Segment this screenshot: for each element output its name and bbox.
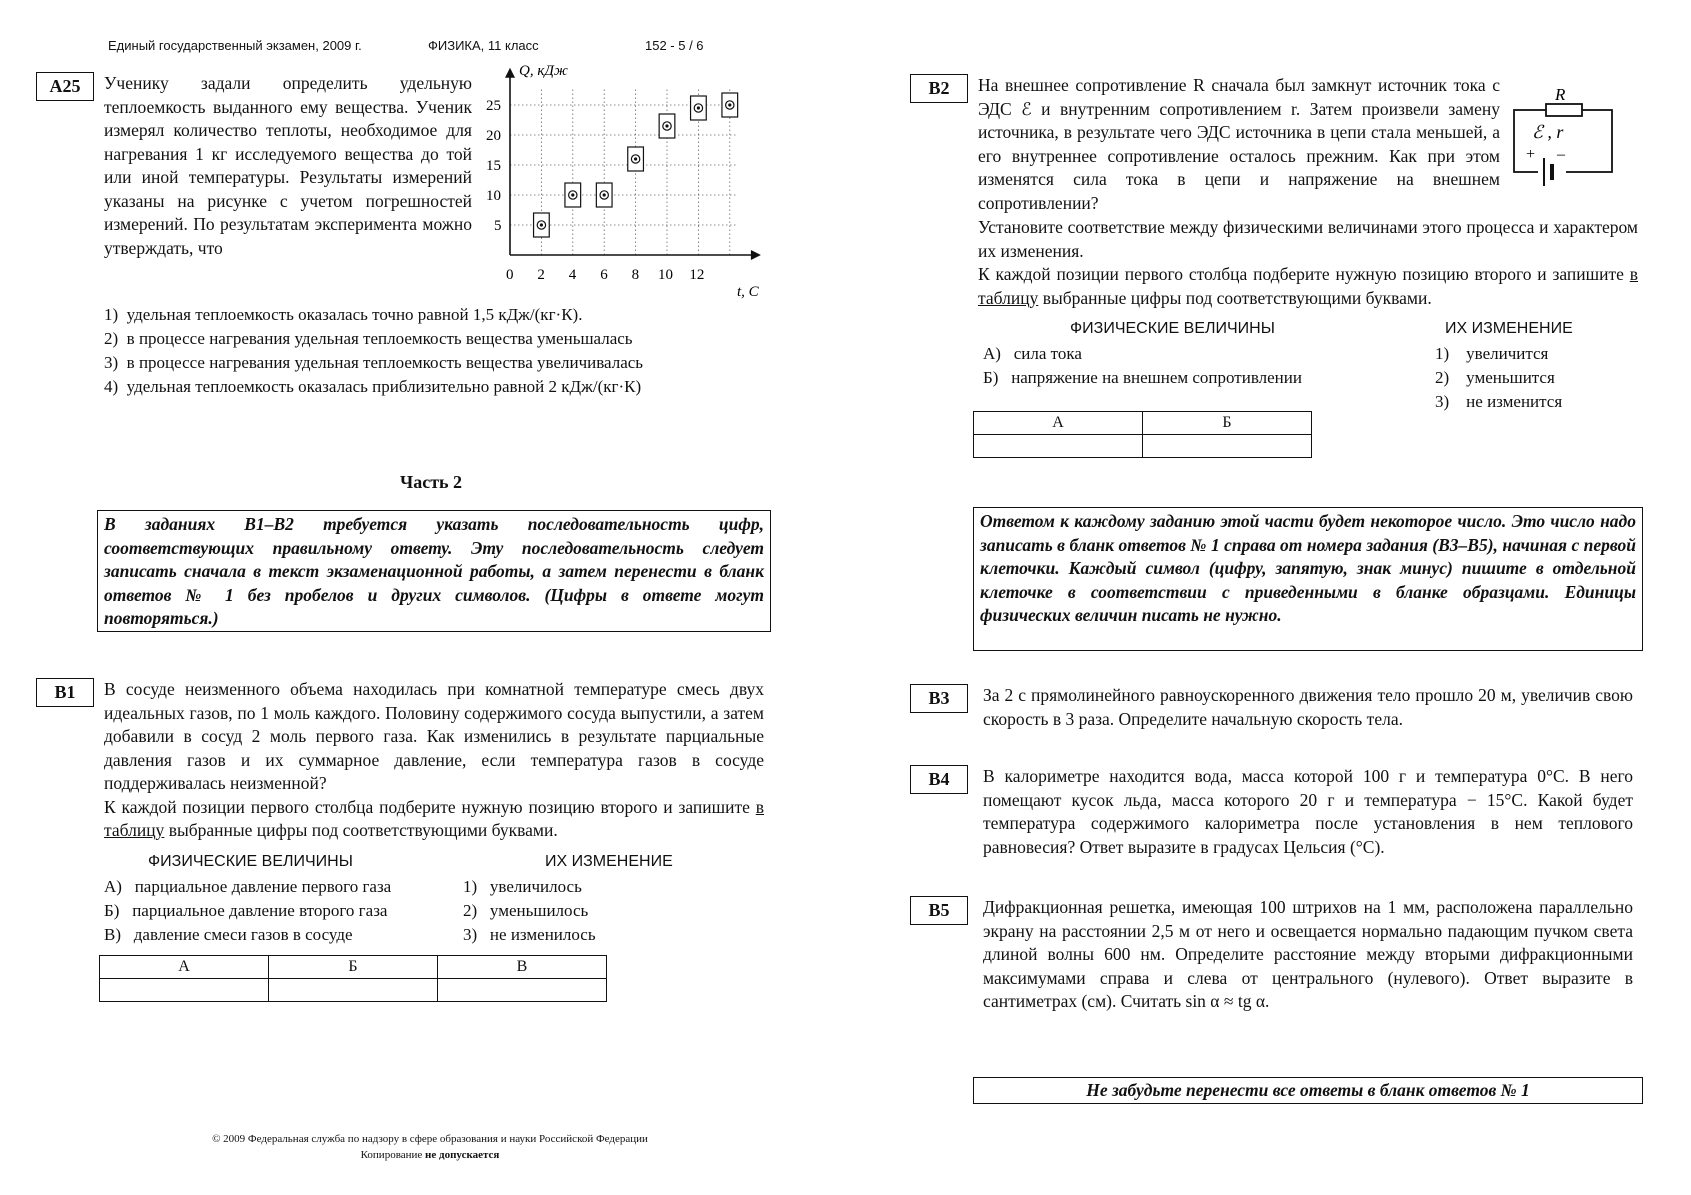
- chart-x-arrow-icon: [751, 250, 761, 260]
- b1-left-v: В) давление смеси газов в сосуде: [104, 925, 353, 944]
- a25-option-2: 2) в процессе нагревания удельная теплоемкость вещества уменьшалась: [104, 329, 633, 348]
- b2-table-head-b: Б: [1143, 412, 1312, 435]
- b2-circuit-diagram: [1508, 86, 1614, 190]
- task-label-b3: B3: [910, 684, 968, 713]
- chart-point-center: [571, 193, 574, 196]
- chart-x-tick-label: 8: [631, 267, 640, 283]
- a25-option-1: 1) удельная теплоемкость оказалась точно равной 1,5 кДж/(кг·К).: [104, 305, 583, 324]
- chart-point-center: [665, 124, 668, 127]
- b1-col2-head: ИХ ИЗМЕНЕНИЕ: [545, 853, 673, 870]
- b2-answer-cell-a[interactable]: [974, 435, 1143, 458]
- b1-answer-table: [99, 955, 607, 1002]
- header-exam: Единый государственный экзамен, 2009 г.: [108, 38, 362, 53]
- b2-col1-head: ФИЗИЧЕСКИЕ ВЕЛИЧИНЫ: [1070, 320, 1275, 337]
- chart-y-tick-label: 25: [486, 98, 501, 114]
- b1-answer-cell-b[interactable]: [269, 979, 438, 1002]
- b1-table-head-a: А: [100, 956, 269, 979]
- a25-chart: [485, 58, 775, 303]
- b2-left-a: А) сила тока: [983, 344, 1082, 363]
- footer-copy-note: Копирование не допускается: [360, 1149, 500, 1161]
- b1-text: В сосуде неизменного объема находилась при комнатной температуре смесь двух идеальных газов, по 1 моль каждого. Половину содержимого сосуда выпустили, а затем добавили в сосуд 2 моль первого газа. Как изменились в результате парциальные давления газов и их суммарное давление, если температура газов в сосуде поддерживалась неизменной? К каждой позиции первого столбца подберите нужную позицию второго и запишите в таблицу выбранные цифры под соответствующими буквами.: [104, 679, 764, 840]
- chart-y-axis-label: Q, кДж: [519, 63, 568, 79]
- b1-table-head-b: Б: [269, 956, 438, 979]
- b2-answer-table: [973, 411, 1312, 458]
- header-page: 152 - 5 / 6: [645, 38, 704, 53]
- b3-text: За 2 с прямолинейного равноускоренного движения тело прошло 20 м, увеличив свою скорость в 3 раза. Определите начальную скорость тела.: [983, 685, 1633, 729]
- task-label-b1: B1: [36, 678, 94, 707]
- chart-x-tick-label: 6: [600, 267, 608, 283]
- b4-text: В калориметре находится вода, масса которой 100 г и температура 0°С. В него помещают кусок льда, масса которого 20 г и температура − 15°С. Какой будет температура содержимого калориметра после установления в нем теплового равновесия? Ответ выразите в градусах Цельсия (°С).: [983, 766, 1633, 857]
- chart-x-tick-label: 2: [537, 267, 545, 283]
- b5-text: Дифракционная решетка, имеющая 100 штрихов на 1 мм, расположена параллельно экрану на расстоянии 2,5 м от него и освещается нормально падающим пучком света длиной волны 600 нм. Определите расстояние между вторыми дифракционными максимумами справа и слева от центрального (нулевого). Ответ выразите в сантиметрах (см). Считать sin α ≈ tg α.: [983, 897, 1633, 1011]
- b1-left-a: А) парциальное давление первого газа: [104, 877, 392, 896]
- b1-answer-cell-v[interactable]: [438, 979, 607, 1002]
- b2-right-3: 3) не изменится: [1435, 392, 1563, 411]
- part2-title: Часть 2: [400, 472, 463, 492]
- footer-copyright: © 2009 Федеральная служба по надзору в сфере образования и науки Российской Федерации: [212, 1133, 648, 1145]
- chart-x-tick-label: 0: [506, 267, 514, 283]
- a25-option-4: 4) удельная теплоемкость оказалась приблизительно равной 2 кДж/(кг·К): [104, 377, 642, 396]
- chart-point-center: [728, 103, 731, 106]
- circuit-minus: –: [1557, 146, 1565, 163]
- task-label-b4: B4: [910, 765, 968, 794]
- b2-table-head-a: А: [974, 412, 1143, 435]
- chart-x-tick-label: 12: [689, 267, 705, 283]
- chart-x-tick-label: 4: [568, 267, 577, 283]
- chart-x-tick-label: 10: [658, 267, 673, 283]
- chart-y-tick-label: 10: [486, 188, 501, 204]
- chart-y-tick-label: 15: [486, 158, 501, 174]
- b1-answer-cell-a[interactable]: [100, 979, 269, 1002]
- chart-point-center: [540, 223, 543, 226]
- b1-right-3: 3) не изменилось: [463, 925, 596, 944]
- b2-answer-cell-b[interactable]: [1143, 435, 1312, 458]
- chart-point-center: [603, 193, 606, 196]
- chart-y-tick-label: 20: [486, 128, 501, 144]
- b2-col2-head: ИХ ИЗМЕНЕНИЕ: [1445, 320, 1573, 337]
- chart-x-axis-label: t, C: [737, 284, 759, 300]
- b1-table-head-v: В: [438, 956, 607, 979]
- b2-text-a: На внешнее сопротивление R сначала был замкнут источник тока с ЭДС ℰ и внутренним сопротивлением r. Затем произвели замену источника, в результате чего ЭДС источника в цепи стала меньшей, а его внутреннее сопротивление осталось прежним. Как при этом изменятся сила тока в цепи и напряжение на внешнем сопротивлении?: [978, 75, 1500, 213]
- a25-text: Ученику задали определить удельную теплоемкость выданного ему вещества. Ученик измерял количество теплоты, необходимое для нагревания 1 кг исследуемого вещества до той или иной температуры. Результаты измерений указаны на рисунке с учетом погрешностей измерений. По результатам эксперимента можно утверждать, что: [104, 73, 472, 258]
- circuit-r-label: R: [1555, 86, 1566, 104]
- b1-right-1: 1) увеличилось: [463, 877, 582, 896]
- reminder-banner: Не забудьте перенести все ответы в бланк ответов № 1: [973, 1077, 1643, 1104]
- b2-right-2: 2) уменьшится: [1435, 368, 1555, 387]
- chart-y-tick-label: 5: [494, 218, 502, 234]
- a25-option-3: 3) в процессе нагревания удельная теплоемкость вещества увеличивалась: [104, 353, 644, 372]
- resistor-icon: [1546, 104, 1582, 116]
- task-label-a25: A25: [36, 72, 94, 101]
- circuit-plus: +: [1526, 146, 1536, 163]
- part-note: Ответом к каждому заданию этой части будет некоторое число. Это число надо записать в бланк ответов № 1 справа от номера задания (В3–В5), начиная с первой клеточки. Каждый символ (цифру, запятую, знак минус) пишите в отдельной клеточке в соответствии с приведенными в бланке образцами. Единицы физических величин писать не нужно.: [973, 507, 1643, 651]
- chart-point-center: [697, 106, 700, 109]
- chart-axes: [486, 68, 761, 283]
- task-label-b2: B2: [910, 74, 968, 103]
- b1-right-2: 2) уменьшилось: [463, 901, 589, 920]
- circuit-emf-label: ℰ , r: [1532, 122, 1564, 142]
- part2-instruction: В заданиях В1–В2 требуется указать последовательность цифр, соответствующих правильному ответу. Эту последовательность следует записать сначала в текст экзаменационной работы, а затем перенести в бланк ответов № 1 без пробелов и других символов. (Цифры в ответе могут повторяться.): [97, 510, 771, 632]
- b1-col1-head: ФИЗИЧЕСКИЕ ВЕЛИЧИНЫ: [148, 853, 353, 870]
- b1-left-b: Б) парциальное давление второго газа: [104, 901, 388, 920]
- b2-right-1: 1) увеличится: [1435, 344, 1549, 363]
- b2-left-b: Б) напряжение на внешнем сопротивлении: [983, 368, 1302, 387]
- task-label-b5: B5: [910, 896, 968, 925]
- b2-text-b: Установите соответствие между физическими величинами этого процесса и характером их изменения. К каждой позиции первого столбца подберите нужную позицию второго и запишите в таблицу выбранные цифры под соответствующими буквами.: [978, 217, 1638, 308]
- chart-y-arrow-icon: [505, 68, 515, 78]
- chart-point-center: [634, 157, 637, 160]
- header-subject: ФИЗИКА, 11 класс: [428, 38, 539, 53]
